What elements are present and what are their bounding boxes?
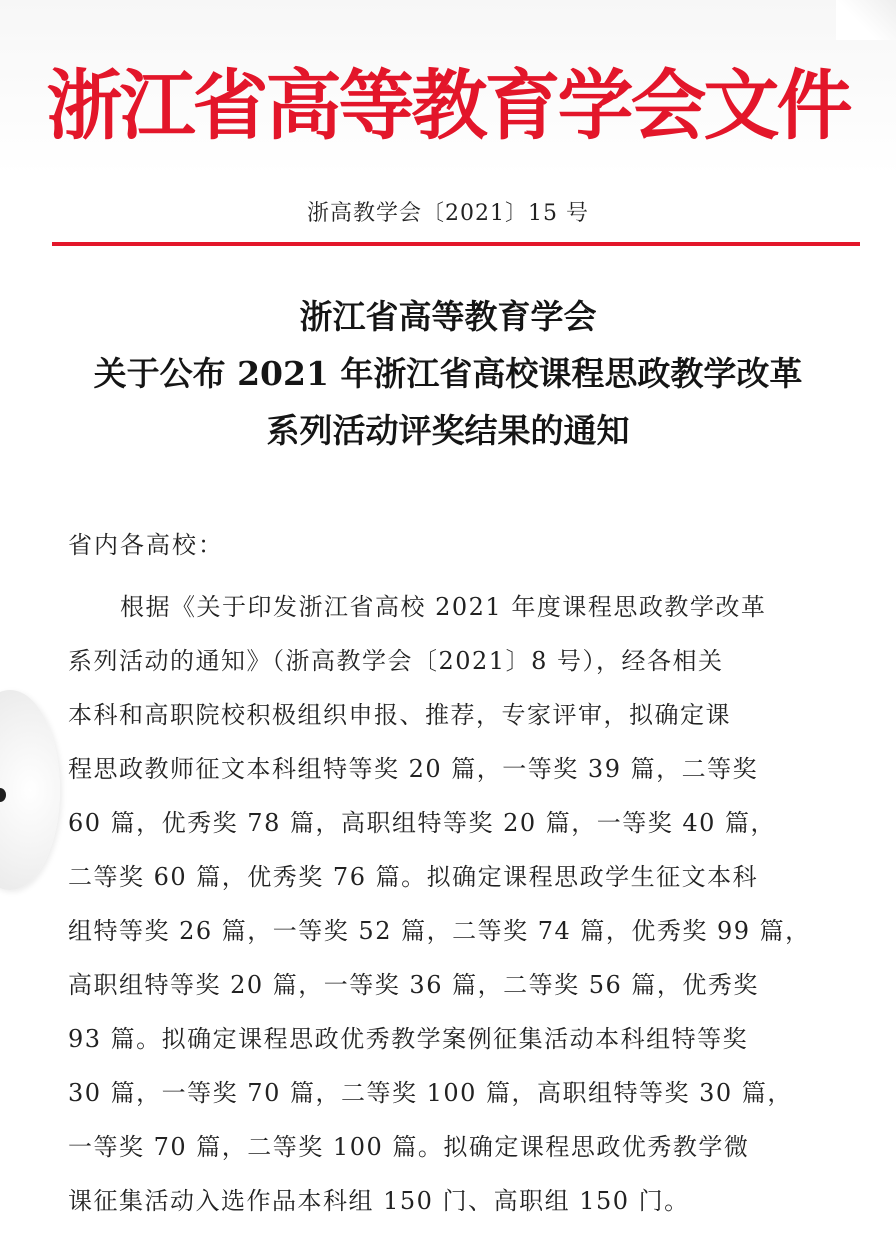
body-line: 一等奖 70 篇，二等奖 100 篇。拟确定课程思政优秀教学微 [68,1133,750,1161]
document-number: 浙高教学会〔2021〕15 号 [307,201,589,226]
body-line: 93 篇。拟确定课程思政优秀教学案例征集活动本科组特等奖 [68,1025,749,1053]
salutation: 省内各高校： [68,531,224,559]
body-line: 课征集活动入选作品本科组 150 门、高职组 150 门。 [68,1187,690,1215]
body-line: 程思政教师征文本科组特等奖 20 篇，一等奖 39 篇，二等奖 [68,755,759,783]
notice-title [0,288,896,459]
body-line: 本科和高职院校积极组织申报、推荐，专家评审，拟确定课 [68,701,731,729]
page-corner-shadow [836,0,896,40]
letterhead-divider [52,242,860,246]
notice-title-line-1: 浙江省高等教育学会 [299,297,597,336]
notice-title-line-3: 系列活动评奖结果的通知 [266,411,630,450]
body-line: 30 篇，一等奖 70 篇，二等奖 100 篇，高职组特等奖 30 篇， [68,1079,793,1107]
notice-title-line-2: 关于公布 2021 年浙江省高校课程思政教学改革 [93,354,803,393]
letterhead-title: 浙江省高等教育学会文件 [46,61,850,150]
body-line: 60 篇，优秀奖 78 篇，高职组特等奖 20 篇，一等奖 40 篇， [68,809,777,837]
notice-body [68,580,828,1228]
body-line: 组特等奖 26 篇，一等奖 52 篇，二等奖 74 篇，优秀奖 99 篇， [68,917,811,945]
body-line: 根据《关于印发浙江省高校 2021 年度课程思政教学改革 [120,593,767,621]
body-line: 高职组特等奖 20 篇，一等奖 36 篇，二等奖 56 篇，优秀奖 [68,971,759,999]
body-line: 系列活动的通知》（浙高教学会〔2021〕8 号），经各相关 [68,647,724,675]
body-line: 二等奖 60 篇，优秀奖 76 篇。拟确定课程思政学生征文本科 [68,863,759,891]
